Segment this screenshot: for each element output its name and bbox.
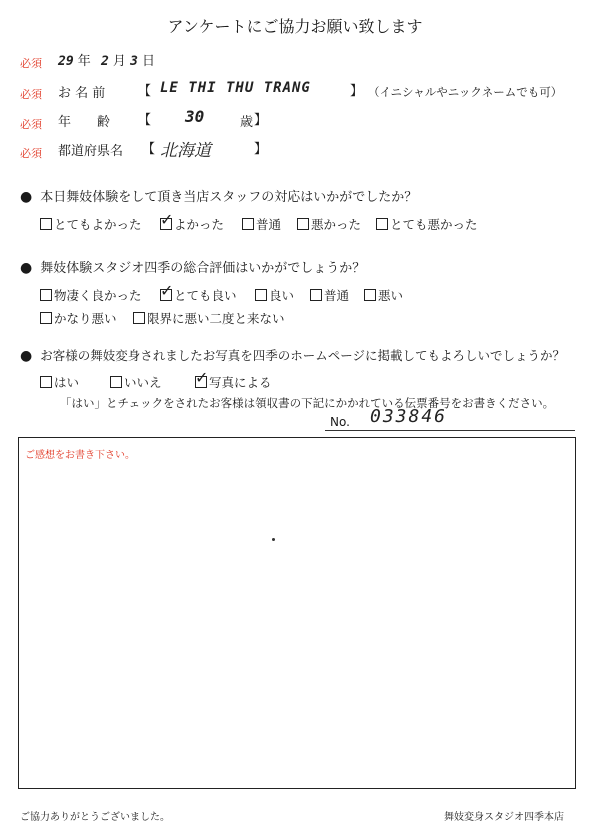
checkbox[interactable] <box>110 376 122 388</box>
checkbox[interactable] <box>40 289 52 301</box>
checkmark-icon: ✓ <box>195 368 209 387</box>
date-year-unit: 年 <box>77 54 91 69</box>
q1-option-0[interactable]: とてもよかった <box>40 215 142 233</box>
q2-option-4[interactable]: 悪い <box>364 286 403 304</box>
date-day-unit: 日 <box>142 54 156 69</box>
checkbox[interactable] <box>297 218 309 230</box>
slip-number-line <box>325 430 575 431</box>
name-open-bracket: 【 <box>138 84 152 99</box>
checkbox[interactable] <box>40 376 52 388</box>
q3-option-2[interactable]: ✓ 写真による <box>195 368 272 390</box>
footer-shop-name: 舞妓変身スタジオ四季本店 <box>444 812 564 823</box>
question-2 <box>20 257 365 276</box>
age-close-bracket: 】 <box>254 113 268 128</box>
required-tag-name: 必須 <box>20 88 42 101</box>
q2-option-5[interactable]: かなり悪い <box>40 309 117 327</box>
q2-option-0[interactable]: 物凄く良かった <box>40 286 142 304</box>
question-3 <box>20 346 565 364</box>
comment-label: ご感想をお書き下さい。 <box>25 450 135 461</box>
q3-option-0[interactable]: はい <box>40 373 79 391</box>
q1-option-3[interactable]: 悪かった <box>297 215 361 233</box>
prefecture-close-bracket: 】 <box>254 142 268 157</box>
checkmark-icon: ✓ <box>160 210 174 229</box>
q2-option-6[interactable]: 限界に悪い二度と来ない <box>133 309 285 327</box>
checkbox[interactable] <box>40 312 52 324</box>
date-year-value[interactable]: 29 <box>58 54 74 69</box>
age-unit: 歳 <box>240 115 254 130</box>
q1-option-4[interactable]: とても悪かった <box>376 215 478 233</box>
q3-option-1[interactable]: いいえ <box>110 373 162 391</box>
question-3-text: お客様の舞妓変身されましたお写真を四季のホームページに掲載してもよろしいでしょうか？ <box>40 348 565 363</box>
question-1-bullet: ● <box>20 189 33 205</box>
q3-note: 「はい」とチェックをされたお客様は領収書の下記にかかれている伝票番号をお書きください。 <box>60 396 555 410</box>
name-label: お 名 前 <box>58 86 106 101</box>
checkbox[interactable] <box>376 218 388 230</box>
date-month-value[interactable]: 2 <box>100 54 109 69</box>
prefecture-label: 都道府県名 <box>58 144 124 159</box>
checkbox-checked[interactable] <box>195 368 209 388</box>
age-value[interactable]: 30 <box>185 107 205 126</box>
required-tag-prefecture: 必須 <box>20 147 42 160</box>
checkbox[interactable] <box>242 218 254 230</box>
prefecture-open-bracket: 【 <box>142 142 156 157</box>
question-2-text: 舞妓体験スタジオ四季の総合評価はいかがでしょうか？ <box>40 261 366 276</box>
question-3-bullet: ● <box>20 348 33 364</box>
slip-number-value[interactable]: 033846 <box>370 406 448 427</box>
checkbox-checked[interactable] <box>160 281 174 301</box>
name-close-bracket: 】 <box>350 84 364 99</box>
question-1-text: 本日舞妓体験をして頂き当店スタッフの対応はいかがでしたか？ <box>40 190 418 205</box>
footer-thanks: ご協力ありがとうございました。 <box>20 812 170 823</box>
q2-option-2[interactable]: 良い <box>255 286 294 304</box>
prefecture-value[interactable]: 北海道 <box>160 141 211 161</box>
required-tag-age: 必須 <box>20 118 42 131</box>
checkbox[interactable] <box>133 312 145 324</box>
checkbox[interactable] <box>364 289 376 301</box>
slip-number-label: No. <box>330 415 350 429</box>
q2-option-3[interactable]: 普通 <box>310 286 349 304</box>
comment-box[interactable] <box>18 437 576 789</box>
date-row <box>58 50 155 69</box>
checkbox[interactable] <box>255 289 267 301</box>
age-open-bracket: 【 <box>138 113 152 128</box>
ink-dot <box>272 538 275 541</box>
checkbox[interactable] <box>40 218 52 230</box>
q1-option-2[interactable]: 普通 <box>242 215 281 233</box>
q1-option-1[interactable]: ✓ よかった <box>160 210 225 232</box>
q2-option-1[interactable]: ✓ とても良い <box>160 281 237 303</box>
checkbox[interactable] <box>310 289 322 301</box>
date-day-value[interactable]: 3 <box>130 54 138 69</box>
name-hint: （イニシャルやニックネームでも可） <box>368 85 563 99</box>
form-title: アンケートにご協力お願い致します <box>167 17 423 36</box>
question-1 <box>20 186 417 205</box>
name-value[interactable]: LE THI THU TRANG <box>160 80 311 96</box>
required-tag-date: 必須 <box>20 57 42 70</box>
checkmark-icon: ✓ <box>160 281 174 300</box>
checkbox-checked[interactable] <box>160 210 174 230</box>
age-label: 年 齢 <box>58 115 111 130</box>
question-2-bullet: ● <box>20 260 33 276</box>
date-month-unit: 月 <box>112 54 126 69</box>
